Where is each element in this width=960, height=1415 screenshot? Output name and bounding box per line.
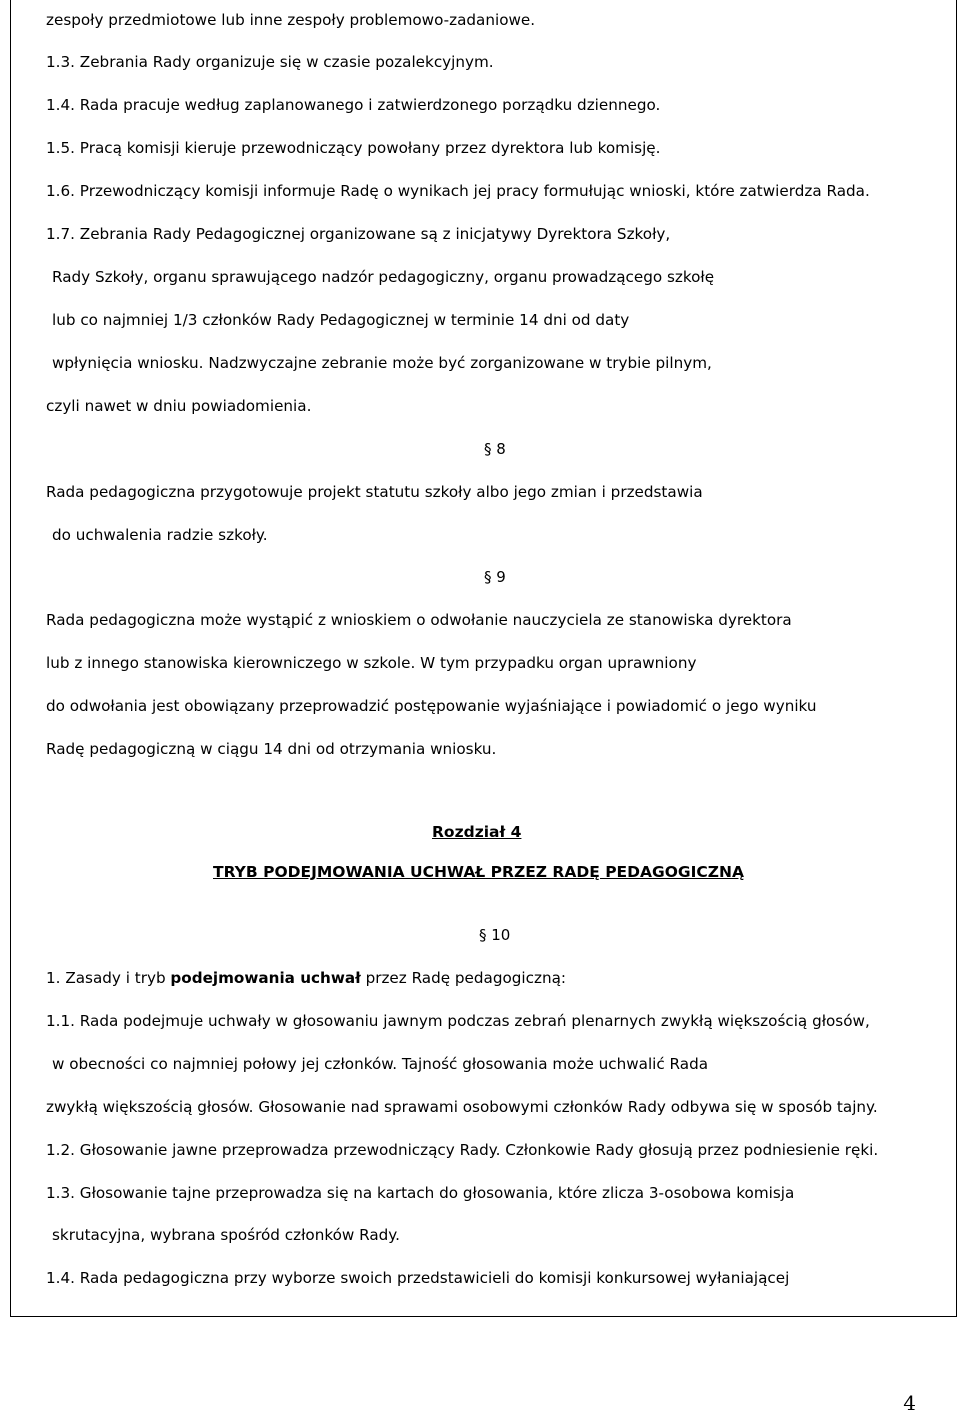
text-line-intro bbox=[46, 968, 566, 988]
text-line: Rada pedagogiczna przygotowuje projekt statutu szkoły albo jego zmian i przedstawia bbox=[46, 483, 703, 501]
text-line: 1.7. Zebrania Rady Pedagogicznej organizowane są z inicjatywy Dyrektora Szkoły, bbox=[46, 225, 671, 243]
text-line: w obecności co najmniej połowy jej członków. Tajność głosowania może uchwalić Rada bbox=[52, 1055, 709, 1073]
chapter-subtitle: TRYB PODEJMOWANIA UCHWAŁ PRZEZ RADĘ PEDAGOGICZNĄ bbox=[213, 863, 744, 881]
section-mark-10: § 10 bbox=[479, 926, 511, 944]
text-line: zwykłą większością głosów. Głosowanie nad sprawami osobowymi członków Rady odbywa się w sposób tajny. bbox=[46, 1098, 878, 1116]
intro-prefix: 1. Zasady i tryb bbox=[46, 969, 171, 987]
text-line: Rady Szkoły, organu sprawującego nadzór pedagogiczny, organu prowadzącego szkołę bbox=[52, 268, 715, 286]
text-line: 1.5. Pracą komisji kieruje przewodniczący powołany przez dyrektora lub komisję. bbox=[46, 139, 661, 157]
text-line: do uchwalenia radzie szkoły. bbox=[52, 526, 268, 544]
text-line: 1.4. Rada pracuje według zaplanowanego i zatwierdzonego porządku dziennego. bbox=[46, 96, 661, 114]
section-mark-8: § 8 bbox=[484, 440, 506, 458]
text-line: zespoły przedmiotowe lub inne zespoły problemowo-zadaniowe. bbox=[46, 11, 536, 29]
text-line: 1.3. Głosowanie tajne przeprowadza się na kartach do głosowania, które zlicza 3-osobowa komisja bbox=[46, 1184, 795, 1202]
text-line: skrutacyjna, wybrana spośród członków Rady. bbox=[52, 1226, 400, 1244]
intro-suffix: przez Radę pedagogiczną: bbox=[360, 969, 567, 987]
chapter-title: Rozdział 4 bbox=[432, 823, 522, 841]
text-line: wpłynięcia wniosku. Nadzwyczajne zebranie może być zorganizowane w trybie pilnym, bbox=[52, 354, 712, 372]
text-line: lub z innego stanowiska kierowniczego w szkole. W tym przypadku organ uprawniony bbox=[46, 654, 697, 672]
text-line: 1.4. Rada pedagogiczna przy wyborze swoich przedstawicieli do komisji konkursowej wyłaniającej bbox=[46, 1269, 790, 1287]
page-number: 4 bbox=[903, 1391, 916, 1415]
text-line: 1.3. Zebrania Rady organizuje się w czasie pozalekcyjnym. bbox=[46, 53, 494, 71]
intro-bold: podejmowania uchwał bbox=[170, 969, 361, 987]
text-line: czyli nawet w dniu powiadomienia. bbox=[46, 397, 312, 415]
text-line: 1.6. Przewodniczący komisji informuje Radę o wynikach jej pracy formułując wnioski, które zatwierdza Rada. bbox=[46, 182, 870, 200]
section-mark-9: § 9 bbox=[484, 568, 506, 586]
text-line: Radę pedagogiczną w ciągu 14 dni od otrzymania wniosku. bbox=[46, 740, 497, 758]
text-line: do odwołania jest obowiązany przeprowadzić postępowanie wyjaśniające i powiadomić o jego wyniku bbox=[46, 697, 817, 715]
text-line: lub co najmniej 1/3 członków Rady Pedagogicznej w terminie 14 dni od daty bbox=[52, 311, 630, 329]
text-line: Rada pedagogiczna może wystąpić z wnioskiem o odwołanie nauczyciela ze stanowiska dyrektora bbox=[46, 611, 792, 629]
text-line: 1.2. Głosowanie jawne przeprowadza przewodniczący Rady. Członkowie Rady głosują przez podniesienie ręki. bbox=[46, 1141, 879, 1159]
text-line: 1.1. Rada podejmuje uchwały w głosowaniu jawnym podczas zebrań plenarnych zwykłą większością głosów, bbox=[46, 1012, 870, 1030]
